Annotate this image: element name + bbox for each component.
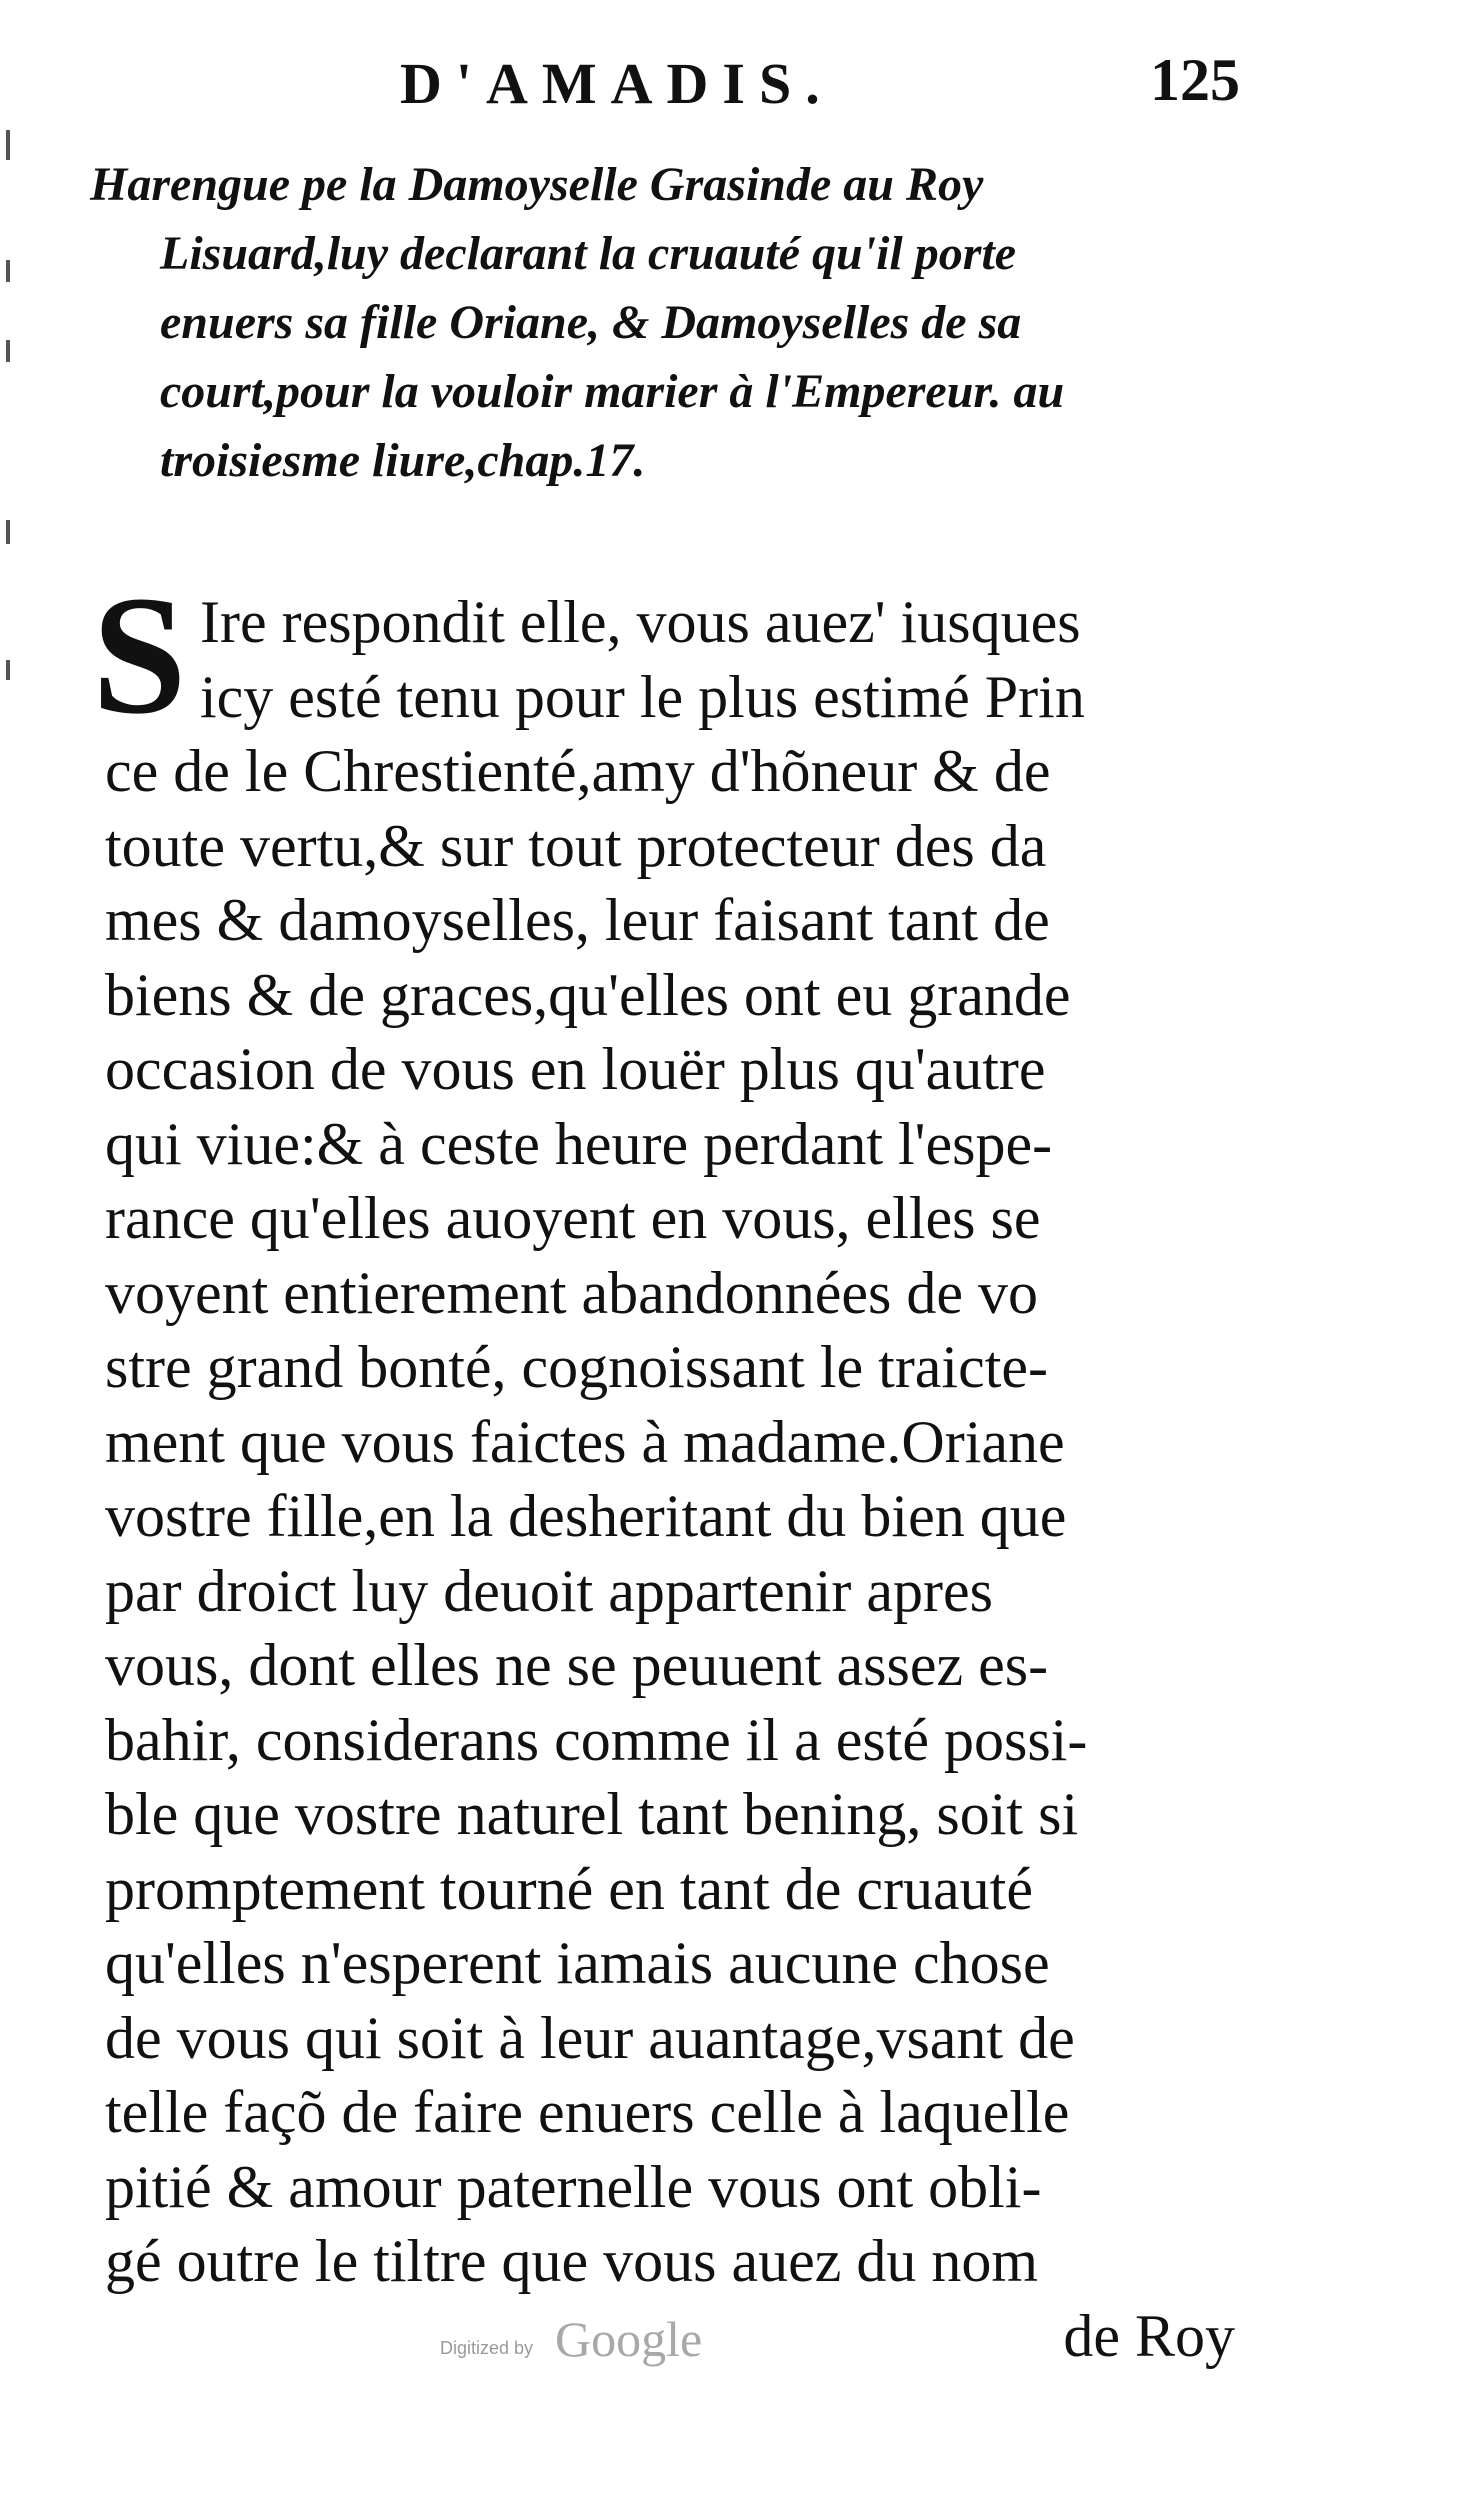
heading-line: troisiesme liure,chap.17. — [160, 434, 646, 487]
margin-mark — [6, 520, 10, 544]
body-text — [105, 585, 1305, 2373]
catchword: de Roy — [1063, 2302, 1235, 2369]
heading-line: court,pour la vouloir marier à l'Empereur. au — [160, 365, 1065, 418]
margin-mark — [6, 340, 10, 362]
page-number: 125 — [1150, 47, 1240, 113]
text-line: gé outre le tiltre que vous auez du nom — [105, 2228, 1039, 2294]
chapter-heading — [90, 150, 1290, 495]
text-line: Ire respondit elle, vous auez' iusques — [200, 589, 1081, 655]
text-line: promptement tourné en tant de cruauté — [105, 1855, 1033, 1922]
heading-line: Harengue pe la Damoyselle Grasinde au Roy — [90, 158, 984, 211]
text-line: occasion de vous en louër plus qu'autre — [105, 1036, 1046, 1102]
text-line: stre grand bonté, cognoissant le traicte- — [105, 1334, 1049, 1400]
digitized-by-label: Digitized by — [440, 2338, 534, 2358]
running-title: D'AMADIS. — [400, 51, 834, 116]
text-line: de vous qui soit à leur auantage,vsant de — [105, 2004, 1075, 2071]
text-line: telle façõ de faire enuers celle à laquelle — [105, 2079, 1070, 2145]
text-line: qu'elles n'esperent iamais aucune chose — [105, 1930, 1050, 1996]
text-line: ce de le Chrestienté,amy d'hõneur & de — [105, 738, 1051, 804]
text-line: bahir, considerans comme il a esté possi- — [105, 1706, 1088, 1773]
text-line: ment que vous faictes à madame.Oriane — [105, 1408, 1065, 1475]
heading-line: Lisuard,luy declarant la cruauté qu'il porte — [160, 227, 1017, 280]
margin-mark — [6, 260, 10, 282]
text-line: biens & de graces,qu'elles ont eu grande — [105, 961, 1071, 1028]
text-line: icy esté tenu pour le plus estimé Prin — [200, 663, 1085, 730]
text-line: qui viue:& à ceste heure perdant l'espe- — [105, 1110, 1053, 1177]
text-line: par droict luy deuoit appartenir apres — [105, 1557, 993, 1624]
text-line: toute vertu,& sur tout protecteur des da — [105, 812, 1047, 879]
heading-line: enuers sa fille Oriane, & Damoyselles de sa — [160, 296, 1022, 349]
text-line: voyent entierement abandonnées de vo — [105, 1259, 1038, 1326]
text-line: pitié & amour paternelle vous ont obli- — [105, 2153, 1042, 2220]
drop-cap: S — [92, 561, 187, 749]
text-line: vous, dont elles ne se peuuent assez es- — [105, 1632, 1049, 1698]
google-logo: Google — [555, 2311, 703, 2367]
text-line: mes & damoyselles, leur faisant tant de — [105, 887, 1050, 953]
margin-mark — [6, 660, 10, 680]
text-line: ble que vostre naturel tant bening, soit si — [105, 1781, 1079, 1847]
margin-mark — [6, 130, 10, 160]
text-line: rance qu'elles auoyent en vous, elles se — [105, 1185, 1041, 1251]
text-line: vostre fille,en la desheritant du bien que — [105, 1483, 1067, 1549]
